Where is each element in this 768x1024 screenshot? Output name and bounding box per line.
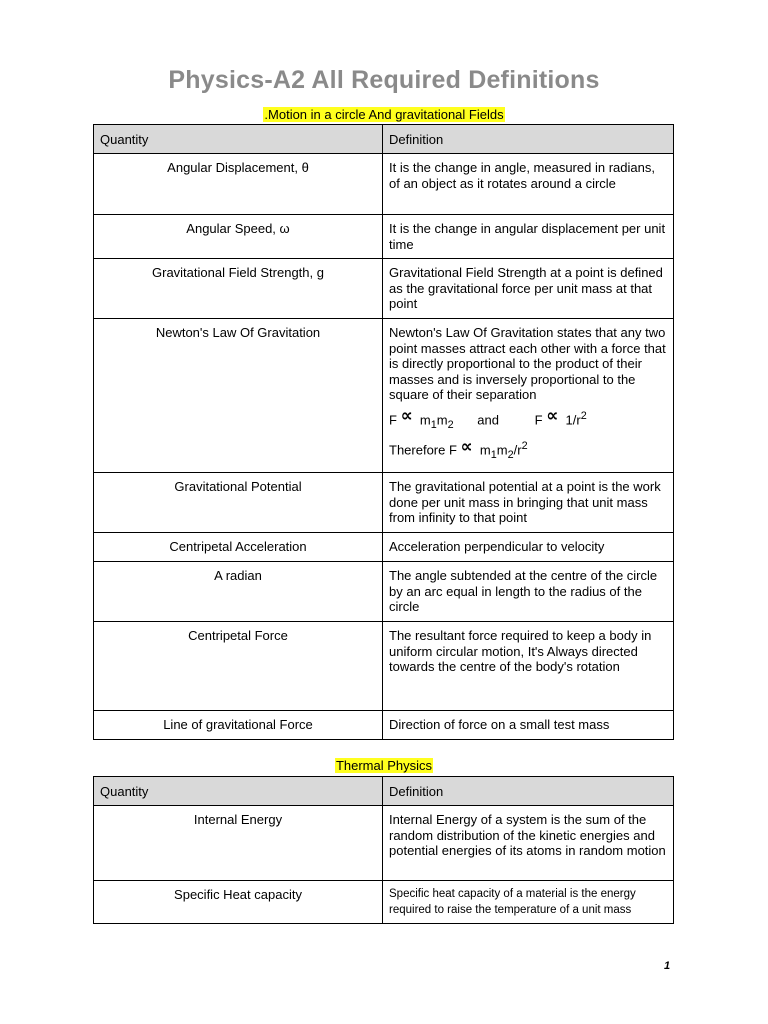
definition-cell: The resultant force required to keep a body in uniform circular motion, It's Always directed towards the centre of the body's rotation [383, 622, 674, 711]
quantity-cell: Gravitational Field Strength, g [94, 259, 383, 319]
definition-cell: Internal Energy of a system is the sum of the random distribution of the kinetic energies and potential energies of its atoms in random motion [383, 806, 674, 881]
table-header-row [94, 777, 674, 806]
column-header-definition: Definition [383, 777, 674, 806]
quantity-cell: Angular Displacement, θ [94, 154, 383, 215]
proportional-symbol: ∝ [460, 436, 473, 456]
gravitation-formula: Therefore $F \propto m_1m_2/r^2$ [389, 436, 528, 462]
table-row [94, 711, 674, 740]
definition-cell: It is the change in angular displacement per unit time [383, 215, 674, 259]
table-row [94, 319, 674, 473]
quantity-cell: Internal Energy [94, 806, 383, 881]
section-heading-text: .Motion in a circle And gravitational Fields [264, 107, 504, 122]
definition-cell: Acceleration perpendicular to velocity [383, 533, 674, 562]
table-row [94, 473, 674, 533]
table-row [94, 154, 674, 215]
proportional-symbol: ∝ [400, 405, 413, 425]
definition-cell: Specific heat capacity of a material is the energy required to raise the temperature of a unit mass [383, 881, 674, 924]
quantity-cell: Centripetal Force [94, 622, 383, 711]
section-heading-text: Thermal Physics [335, 758, 433, 773]
table-row [94, 562, 674, 622]
definition-cell: It is the change in angle, measured in radians, of an object as it rotates around a circle [383, 154, 674, 215]
table-row [94, 259, 674, 319]
page-number: 1 [664, 960, 671, 972]
quantity-cell: Specific Heat capacity [94, 881, 383, 924]
table-row [94, 533, 674, 562]
definition-cell: Gravitational Field Strength at a point is defined as the gravitational force per unit mass at that point [383, 259, 674, 319]
definition-cell: The gravitational potential at a point is the work done per unit mass in bringing that unit mass from infinity to that point [383, 473, 674, 533]
table-row [94, 622, 674, 711]
section-heading-circular-motion [0, 107, 768, 122]
page-title: Physics-A2 All Required Definitions [168, 66, 600, 94]
quantity-cell: Line of gravitational Force [94, 711, 383, 740]
definition-cell: Direction of force on a small test mass [383, 711, 674, 740]
section-heading-thermal-physics [0, 758, 768, 773]
definitions-table-thermal-physics [93, 776, 674, 924]
quantity-cell: Centripetal Acceleration [94, 533, 383, 562]
quantity-cell: Gravitational Potential [94, 473, 383, 533]
table-row [94, 806, 674, 881]
quantity-cell: Angular Speed, ω [94, 215, 383, 259]
quantity-cell: Newton's Law Of Gravitation [94, 319, 383, 473]
proportional-symbol: ∝ [546, 405, 559, 425]
table-row [94, 215, 674, 259]
quantity-cell: A radian [94, 562, 383, 622]
column-header-definition: Definition [383, 125, 674, 154]
column-header-quantity: Quantity [94, 125, 383, 154]
definition-text: Newton's Law Of Gravitation states that any two point masses attract each other with a force that is directly proportional to the product of their masses and is inversely proportional to the square of their separation [389, 325, 666, 402]
column-header-quantity: Quantity [94, 777, 383, 806]
definition-cell [383, 319, 674, 473]
definition-cell: The angle subtended at the centre of the circle by an arc equal in length to the radius of the circle [383, 562, 674, 622]
table-header-row [94, 125, 674, 154]
definitions-table-circular-motion [93, 124, 674, 740]
proportionality-formula: $F \propto m_1m_2$ and $F \propto 1/r^2$ [389, 405, 587, 431]
table-row [94, 881, 674, 924]
